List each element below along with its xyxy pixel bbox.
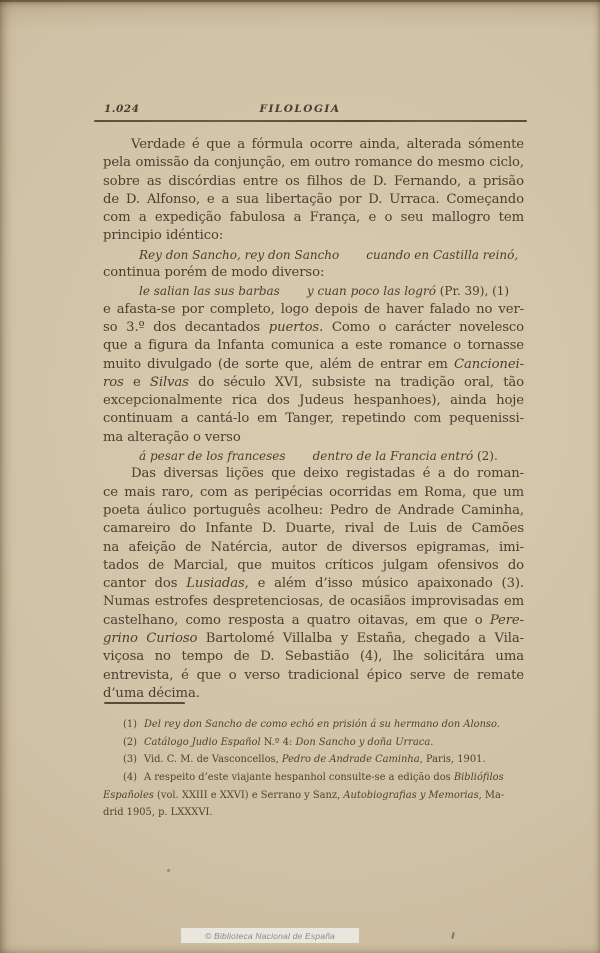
- verse-hemistich: dentro de la Francia entró: [312, 449, 474, 464]
- footnote-4-line-1: [103, 769, 527, 787]
- footnote-4-line-2: [103, 787, 527, 805]
- footnote-number: (1): [123, 719, 137, 730]
- italic-term: Lusiadas: [186, 576, 245, 592]
- verse-reference: (Pr. 39), (1): [435, 284, 510, 299]
- text-segment: so 3.º dos decantados: [103, 319, 269, 335]
- paragraph-line: [103, 356, 524, 374]
- text-segment: (vol. XXIII e XXVI) e Serrano y Sanz,: [153, 789, 344, 801]
- paragraph-line: com a expedição fabulosa a França, e o seu mallogro tem: [103, 210, 524, 226]
- footnotes: [103, 716, 527, 822]
- paragraph-line: [103, 630, 524, 648]
- verse-hemistich: y cuan poco las logró: [306, 284, 436, 299]
- text-segment: muito divulgado (de sorte que, além de entrar em: [103, 356, 455, 372]
- italic-term: Cancionei-: [454, 356, 524, 372]
- paragraph-line: ma alteração o verso: [103, 429, 241, 445]
- text-segment: , e além d’isso músico apaixonado (3).: [244, 576, 525, 592]
- footnote-2: [103, 734, 527, 752]
- text-segment: castelhano, como resposta a quatro oitavas, em que o: [103, 612, 490, 628]
- paragraph-line: [103, 575, 524, 593]
- page-number: 1.024: [104, 103, 140, 115]
- verse-hemistich: le salian las sus barbas: [139, 284, 280, 299]
- footnote-number: (4): [123, 772, 137, 784]
- paragraph-line: principio idéntico:: [103, 228, 224, 244]
- paragraph-line: pela omissão da conjunção, em outro romance do mesmo ciclo,: [103, 155, 524, 171]
- library-watermark: [181, 928, 359, 943]
- watermark-text: © Biblioteca Nacional de España: [204, 930, 336, 941]
- paragraph-line: poeta áulico português acolheu: Pedro de Andrade Caminha,: [103, 502, 524, 518]
- verse-line: [103, 447, 524, 465]
- verse-line: [103, 246, 524, 264]
- paragraph-line: d’uma décima.: [103, 685, 200, 701]
- italic-term: Pere-: [489, 612, 524, 628]
- paragraph-line: continua porém de modo diverso:: [103, 265, 325, 281]
- footnote-number: (2): [123, 736, 137, 748]
- italic-term: Españoles: [103, 789, 154, 801]
- running-title: FILOLOGIA: [259, 103, 341, 115]
- paragraph-line: entrevista, é que o verso tradicional épico serve de remate: [103, 667, 524, 683]
- italic-term: Bibliófilos: [453, 772, 504, 784]
- footnote-text: Del rey don Sancho de como echó en prisión á su hermano don Alonso.: [144, 719, 500, 730]
- paragraph-line: sobre as discórdias entre os filhos de D. Fernando, a prisão: [103, 173, 524, 189]
- header-rule: [94, 120, 527, 122]
- text-segment: . Como o carácter novelesco: [319, 319, 524, 335]
- paragraph-line: de D. Alfonso, e a sua libertação por D. Urraca. Começando: [103, 191, 524, 207]
- italic-term: Silvas: [149, 374, 189, 390]
- scan-speck: [451, 932, 455, 939]
- footnote-4-line-3: drid 1905, p. LXXXVI.: [103, 807, 213, 819]
- scan-speck: [166, 868, 170, 872]
- paragraph-line: viçosa no tempo de D. Sebastião (4), lhe solicitára uma: [103, 649, 524, 665]
- page-header: [0, 103, 600, 117]
- paragraph-line: Das diversas lições que deixo registadas é a do roman-: [131, 466, 524, 482]
- paragraph-line: e afasta-se por completo, logo depois de haver falado no ver-: [103, 301, 524, 317]
- text-segment: do século XVI, subsiste na tradição oral, tão: [188, 374, 525, 390]
- footnote-1: [103, 716, 527, 734]
- text-segment: cantor dos: [103, 576, 187, 592]
- footnote-separator: [104, 702, 185, 704]
- paragraph-line: [103, 319, 524, 337]
- text-segment: , Ma-: [478, 789, 505, 801]
- paragraph-line: ce mais raro, com as peripécias ocorridas em Roma, que um: [103, 484, 524, 500]
- italic-term: Pedro de Andrade Caminha: [281, 754, 420, 766]
- paragraph-line: na afeição de Natércia, autor de diversos epigramas, imi-: [103, 539, 524, 555]
- paragraph-line: [103, 374, 524, 392]
- paragraph-line: tados de Marcial, que muitos críticos julgam ofensivos do: [103, 557, 524, 573]
- body-text: [103, 136, 524, 703]
- paragraph-line: que a figura da Infanta comunica a este romance o tornasse: [103, 338, 524, 354]
- italic-term: ros: [103, 374, 124, 390]
- verse-hemistich: Rey don Sancho, rey don Sancho: [139, 247, 340, 262]
- text-segment: , Paris, 1901.: [419, 754, 486, 766]
- verse-reference: (2).: [473, 449, 498, 464]
- text-segment: e: [123, 374, 150, 390]
- italic-term: Catálogo Judio Español: [144, 736, 261, 748]
- paragraph-line: camareiro do Infante D. Duarte, rival de Luis de Camões: [103, 521, 524, 537]
- footnote-number: (3): [123, 754, 137, 766]
- verse-hemistich: cuando en Castilla reinó,: [366, 247, 519, 262]
- italic-term: Autobiografias y Memorias: [343, 789, 479, 801]
- paragraph-line: Numas estrofes despretenciosas, de ocasiãos improvisadas em: [103, 594, 524, 610]
- verse-line: [103, 282, 524, 300]
- paragraph-line: Verdade é que a fórmula ocorre ainda, alterada sómente: [131, 137, 524, 152]
- italic-term: grino Curioso: [103, 631, 198, 647]
- footnote-3: [103, 751, 527, 769]
- italic-term: Don Sancho y doña Urraca.: [295, 736, 434, 748]
- text-segment: Bartolomé Villalba y Estaña, chegado a Vila-: [197, 631, 524, 647]
- paragraph-line: continuam a cantá-lo em Tanger, repetindo com pequenissi-: [103, 411, 524, 427]
- text-segment: A respeito d’este viajante hespanhol consulte-se a edição dos: [144, 772, 454, 784]
- verse-hemistich: á pesar de los franceses: [139, 449, 286, 464]
- italic-term: puertos: [268, 319, 320, 335]
- paragraph-line: excepcionalmente rica dos Judeus hespanhoes), ainda hoje: [103, 393, 524, 409]
- text-segment: Vid. C. M. de Vasconcellos,: [144, 754, 282, 766]
- paragraph-line: [103, 612, 524, 630]
- text-segment: N.º 4:: [260, 736, 296, 748]
